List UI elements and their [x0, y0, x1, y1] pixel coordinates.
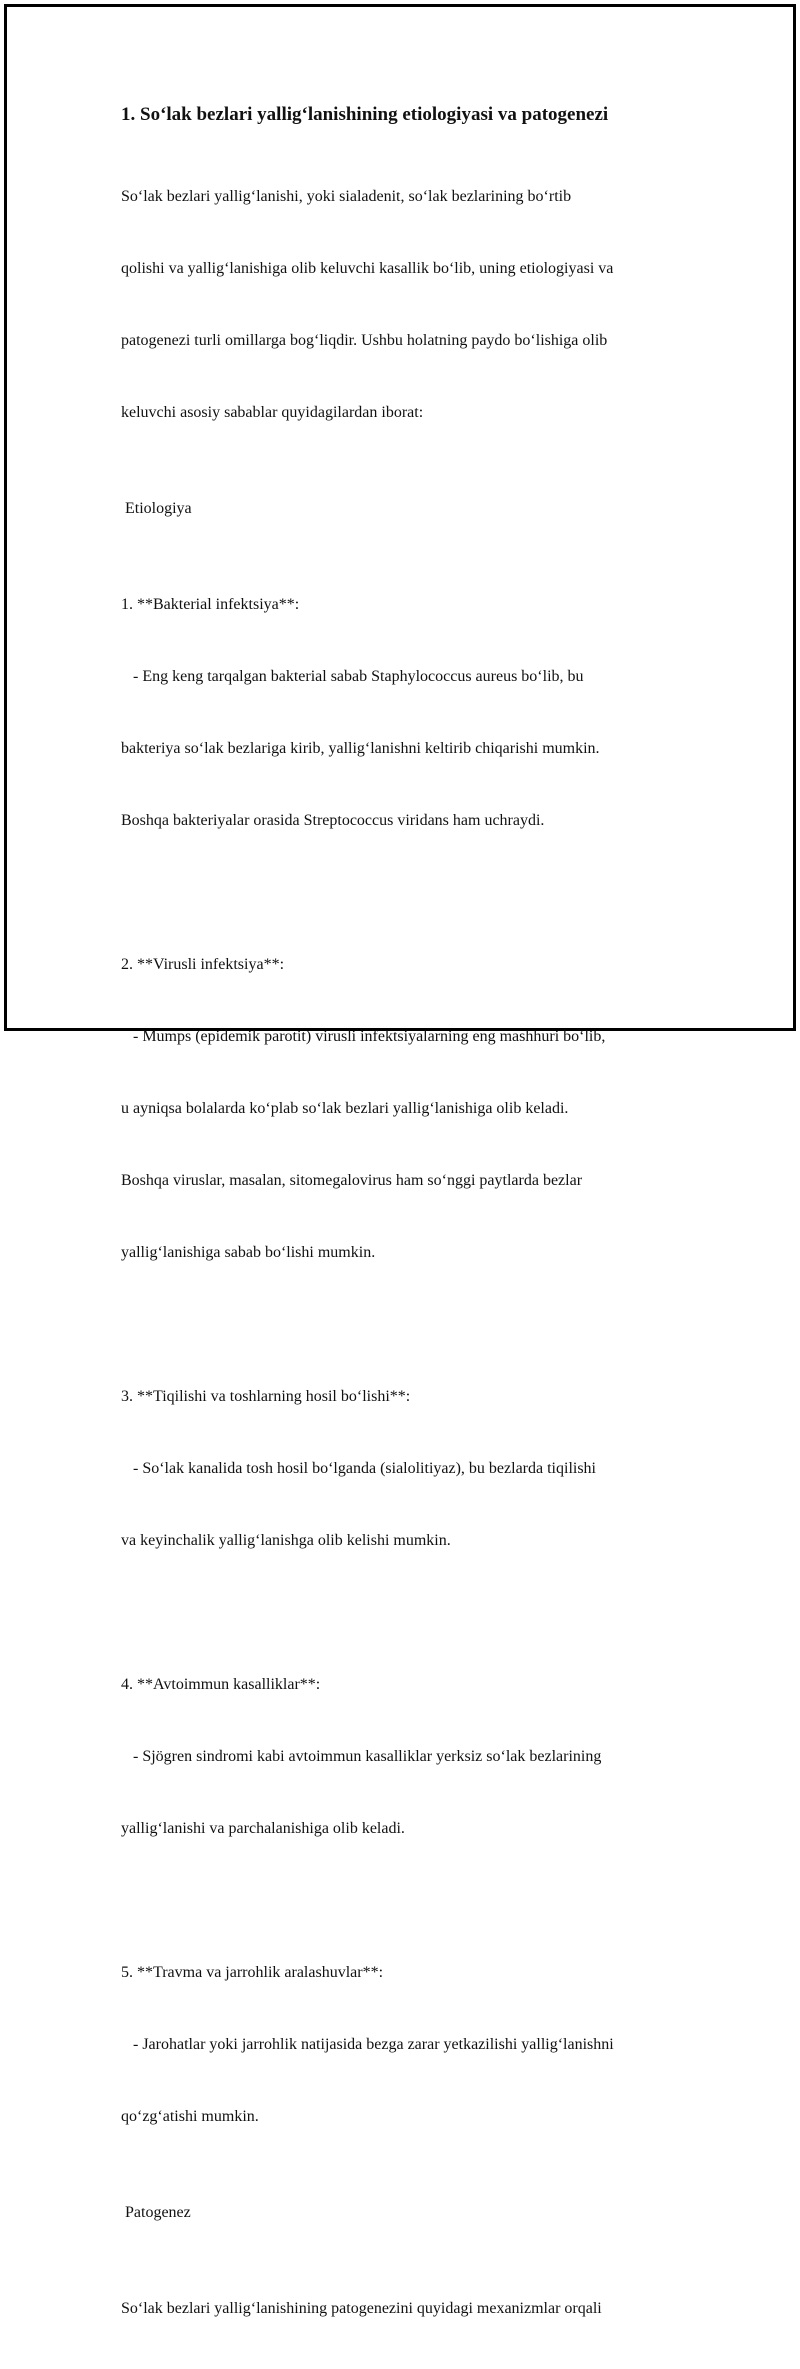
list-item-title: 4. **Avtoimmun kasalliklar**:: [121, 1676, 321, 1693]
list-item-line: Boshqa bakteriyalar orasida Streptococcus viridans ham uchraydi.: [121, 812, 545, 829]
list-item-title: 1. **Bakterial infektsiya**:: [121, 596, 300, 613]
final-line: So‘lak bezlari yallig‘lanishining patogenezini quyidagi mexanizmlar orqali: [121, 2300, 602, 2317]
final-paragraph: [121, 2249, 701, 2369]
list-item-title: 2. **Virusli infektsiya**:: [121, 956, 285, 973]
list-item-line: - Mumps (epidemik parotit) virusli infektsiyalarning eng mashhuri bo‘lib,: [121, 1028, 606, 1045]
list-item-title: 5. **Travma va jarrohlik aralashuvlar**:: [121, 1964, 384, 1981]
list-item-line: Boshqa viruslar, masalan, sitomegalovirus ham so‘nggi paytlarda bezlar: [121, 1172, 583, 1189]
list-item-line: - So‘lak kanalida tosh hosil bo‘lganda (sialolitiyaz), bu bezlarda tiqilishi: [121, 1460, 596, 1477]
document-body: [121, 103, 701, 2369]
list-item-line: yallig‘lanishiga sabab bo‘lishi mumkin.: [121, 1244, 376, 1261]
etiology-section-title: Etiologiya: [121, 500, 192, 517]
list-item-line: bakteriya so‘lak bezlariga kirib, yallig‘lanishni keltirib chiqarishi mumkin.: [121, 740, 600, 757]
list-item: [121, 905, 701, 1313]
intro-line: patogenezi turli omillarga bog‘liqdir. Ushbu holatning paydo bo‘lishiga olib: [121, 332, 608, 349]
list-item: [121, 1913, 701, 2177]
spacer: [121, 473, 701, 497]
intro-paragraph: [121, 137, 701, 473]
list-item-line: qo‘zg‘atishi mumkin.: [121, 2108, 259, 2125]
list-item-line: - Sjögren sindromi kabi avtoimmun kasalliklar yerksiz so‘lak bezlarining: [121, 1748, 602, 1765]
list-item-line: yallig‘lanishi va parchalanishiga olib keladi.: [121, 1820, 405, 1837]
intro-line: So‘lak bezlari yallig‘lanishi, yoki sialadenit, so‘lak bezlarining bo‘rtib: [121, 188, 572, 205]
page-frame: [4, 4, 796, 2317]
spacer: [121, 2177, 701, 2201]
list-item-line: u ayniqsa bolalarda ko‘plab so‘lak bezlari yallig‘lanishiga olib keladi.: [121, 1100, 569, 1117]
intro-line: qolishi va yallig‘lanishiga olib keluvchi kasallik bo‘lib, uning etiologiyasi va: [121, 260, 614, 277]
spacer: [121, 2225, 701, 2249]
list-item-line: va keyinchalik yallig‘lanishga olib kelishi mumkin.: [121, 1532, 451, 1549]
list-item-title: 3. **Tiqilishi va toshlarning hosil bo‘lishi**:: [121, 1388, 411, 1405]
document-heading: 1. So‘lak bezlari yallig‘lanishining etiologiyasi va patogenezi: [121, 104, 609, 125]
pathogenesis-section-title: Patogenez: [121, 2204, 191, 2221]
spacer: [121, 1889, 701, 1913]
list-item: [121, 545, 701, 881]
spacer: [121, 521, 701, 545]
list-item: [121, 1337, 701, 1601]
spacer: [121, 881, 701, 905]
list-item-line: - Jarohatlar yoki jarrohlik natijasida bezga zarar yetkazilishi yallig‘lanishni: [121, 2036, 614, 2053]
list-item: [121, 1625, 701, 1889]
spacer: [121, 1601, 701, 1625]
intro-line: keluvchi asosiy sabablar quyidagilardan iborat:: [121, 404, 424, 421]
list-item-line: - Eng keng tarqalgan bakterial sabab Staphylococcus aureus bo‘lib, bu: [121, 668, 584, 685]
spacer: [121, 1313, 701, 1337]
